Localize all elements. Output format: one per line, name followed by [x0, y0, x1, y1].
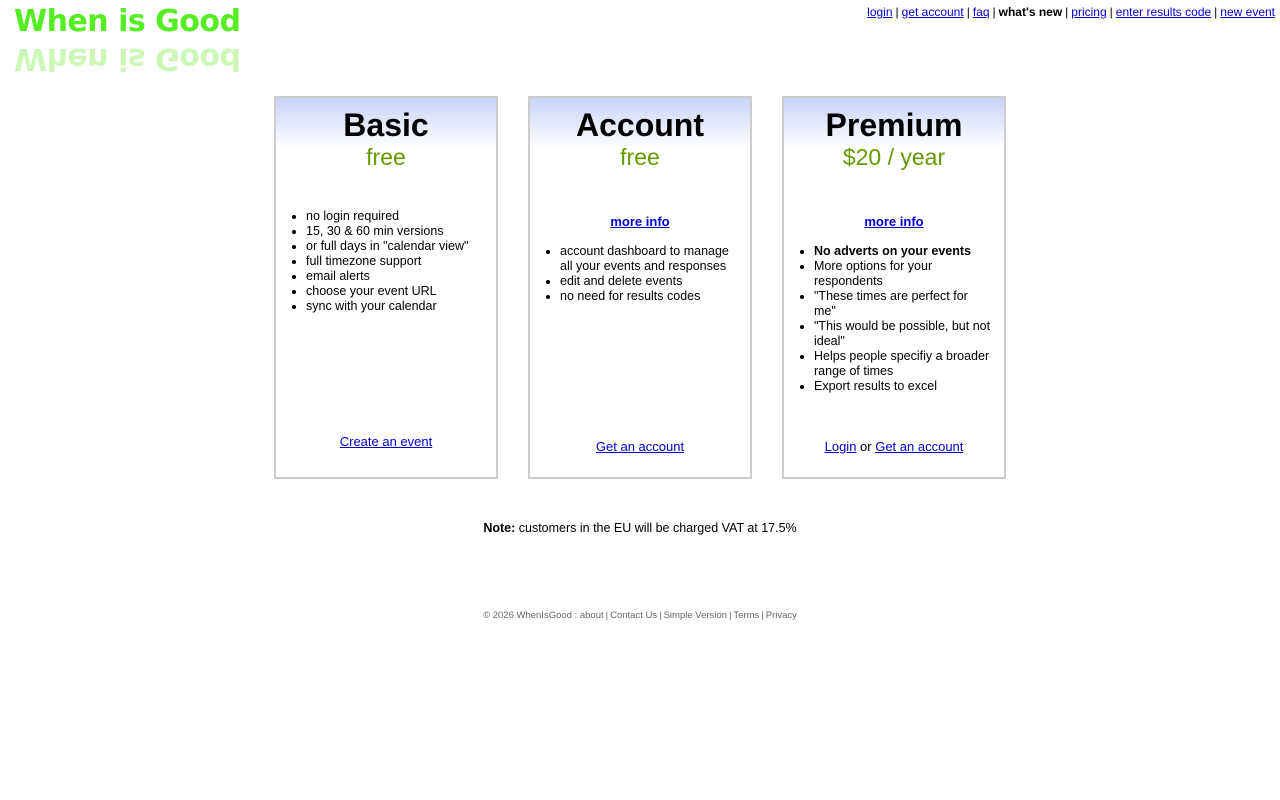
- feature-item: • choose your event URL: [306, 284, 484, 299]
- feature-item: • Helps people specifiy a broader range of times: [814, 349, 992, 379]
- footer-simple-version-link[interactable]: Simple Version: [663, 610, 727, 621]
- plan-action: [530, 439, 750, 454]
- feature-item: • 15, 30 & 60 min versions: [306, 224, 484, 239]
- nav-separator: |: [1109, 5, 1113, 19]
- nav-whats-new-current: what's new: [998, 5, 1063, 19]
- plan-name: Basic: [343, 107, 429, 143]
- plan-card-account: [528, 96, 752, 479]
- nav-pricing-link[interactable]: pricing: [1071, 5, 1107, 19]
- feature-item: • No adverts on your events: [814, 244, 992, 259]
- feature-item: • "This would be possible, but not ideal": [814, 319, 992, 349]
- nav-separator: |: [895, 5, 899, 19]
- plan-name: Premium: [825, 107, 963, 143]
- feature-item: • or full days in "calendar view": [306, 239, 484, 254]
- account-more-info-link[interactable]: more info: [610, 214, 670, 229]
- feature-item: • sync with your calendar: [306, 299, 484, 314]
- footer: [0, 610, 1280, 621]
- feature-item: • edit and delete events: [560, 274, 738, 289]
- premium-login-link[interactable]: Login: [824, 439, 857, 454]
- premium-more-info-link[interactable]: more info: [864, 214, 924, 229]
- note-label: Note:: [483, 521, 516, 535]
- feature-item: • account dashboard to manage all your events and responses: [560, 244, 738, 274]
- premium-get-account-link[interactable]: Get an account: [875, 439, 964, 454]
- note-text: customers in the EU will be charged VAT at 17.5%: [515, 521, 797, 535]
- footer-separator: |: [761, 610, 764, 621]
- feature-item: • Export results to excel: [814, 379, 992, 394]
- nav-faq-link[interactable]: faq: [972, 5, 990, 19]
- feature-item: • "These times are perfect for me": [814, 289, 992, 319]
- nav-separator: |: [992, 5, 996, 19]
- action-or-text: or: [856, 439, 876, 454]
- nav-separator: |: [1065, 5, 1069, 19]
- plan-price: free: [620, 144, 660, 170]
- nav-login-link[interactable]: login: [867, 5, 893, 19]
- logo-text[interactable]: When is Good: [14, 4, 241, 39]
- plan-price: $20 / year: [842, 144, 946, 170]
- vat-note: [0, 521, 1280, 535]
- footer-terms-link[interactable]: Terms: [733, 610, 760, 621]
- plan-action: [784, 439, 1004, 454]
- pricing-plans: [274, 96, 1008, 478]
- feature-list: [288, 209, 484, 314]
- more-info: [784, 214, 1004, 229]
- nav-separator: |: [966, 5, 970, 19]
- plan-price: free: [366, 144, 406, 170]
- nav-new-event-link[interactable]: new event: [1220, 5, 1275, 19]
- feature-item: • email alerts: [306, 269, 484, 284]
- feature-list: [542, 244, 738, 304]
- plan-name: Account: [576, 107, 704, 143]
- logo-reflection: [14, 30, 241, 76]
- footer-about-link[interactable]: about: [579, 610, 604, 621]
- feature-list: [796, 244, 992, 394]
- footer-privacy-link[interactable]: Privacy: [765, 610, 797, 621]
- nav-enter-results-code-link[interactable]: enter results code: [1115, 5, 1212, 19]
- nav-separator: |: [1214, 5, 1218, 19]
- footer-separator: |: [728, 610, 732, 621]
- feature-item: • More options for your respondents: [814, 259, 992, 289]
- feature-item: • no need for results codes: [560, 289, 738, 304]
- nav-get-account-link[interactable]: get account: [901, 5, 964, 19]
- footer-copyright: © 2026 WhenIsGood :: [483, 610, 580, 621]
- site-logo[interactable]: [14, 4, 241, 76]
- more-info: [530, 214, 750, 229]
- footer-contact-link[interactable]: Contact Us: [610, 610, 658, 621]
- top-nav: [867, 5, 1275, 19]
- feature-item: • no login required: [306, 209, 484, 224]
- footer-separator: |: [659, 610, 662, 621]
- plan-card-premium: [782, 96, 1006, 479]
- logo-reflection-text: When is Good: [14, 41, 241, 76]
- create-event-link[interactable]: Create an event: [339, 434, 433, 449]
- plan-action: [276, 434, 496, 449]
- get-account-link[interactable]: Get an account: [595, 439, 685, 454]
- plan-card-basic: [274, 96, 498, 479]
- footer-separator: |: [605, 610, 609, 621]
- feature-item: • full timezone support: [306, 254, 484, 269]
